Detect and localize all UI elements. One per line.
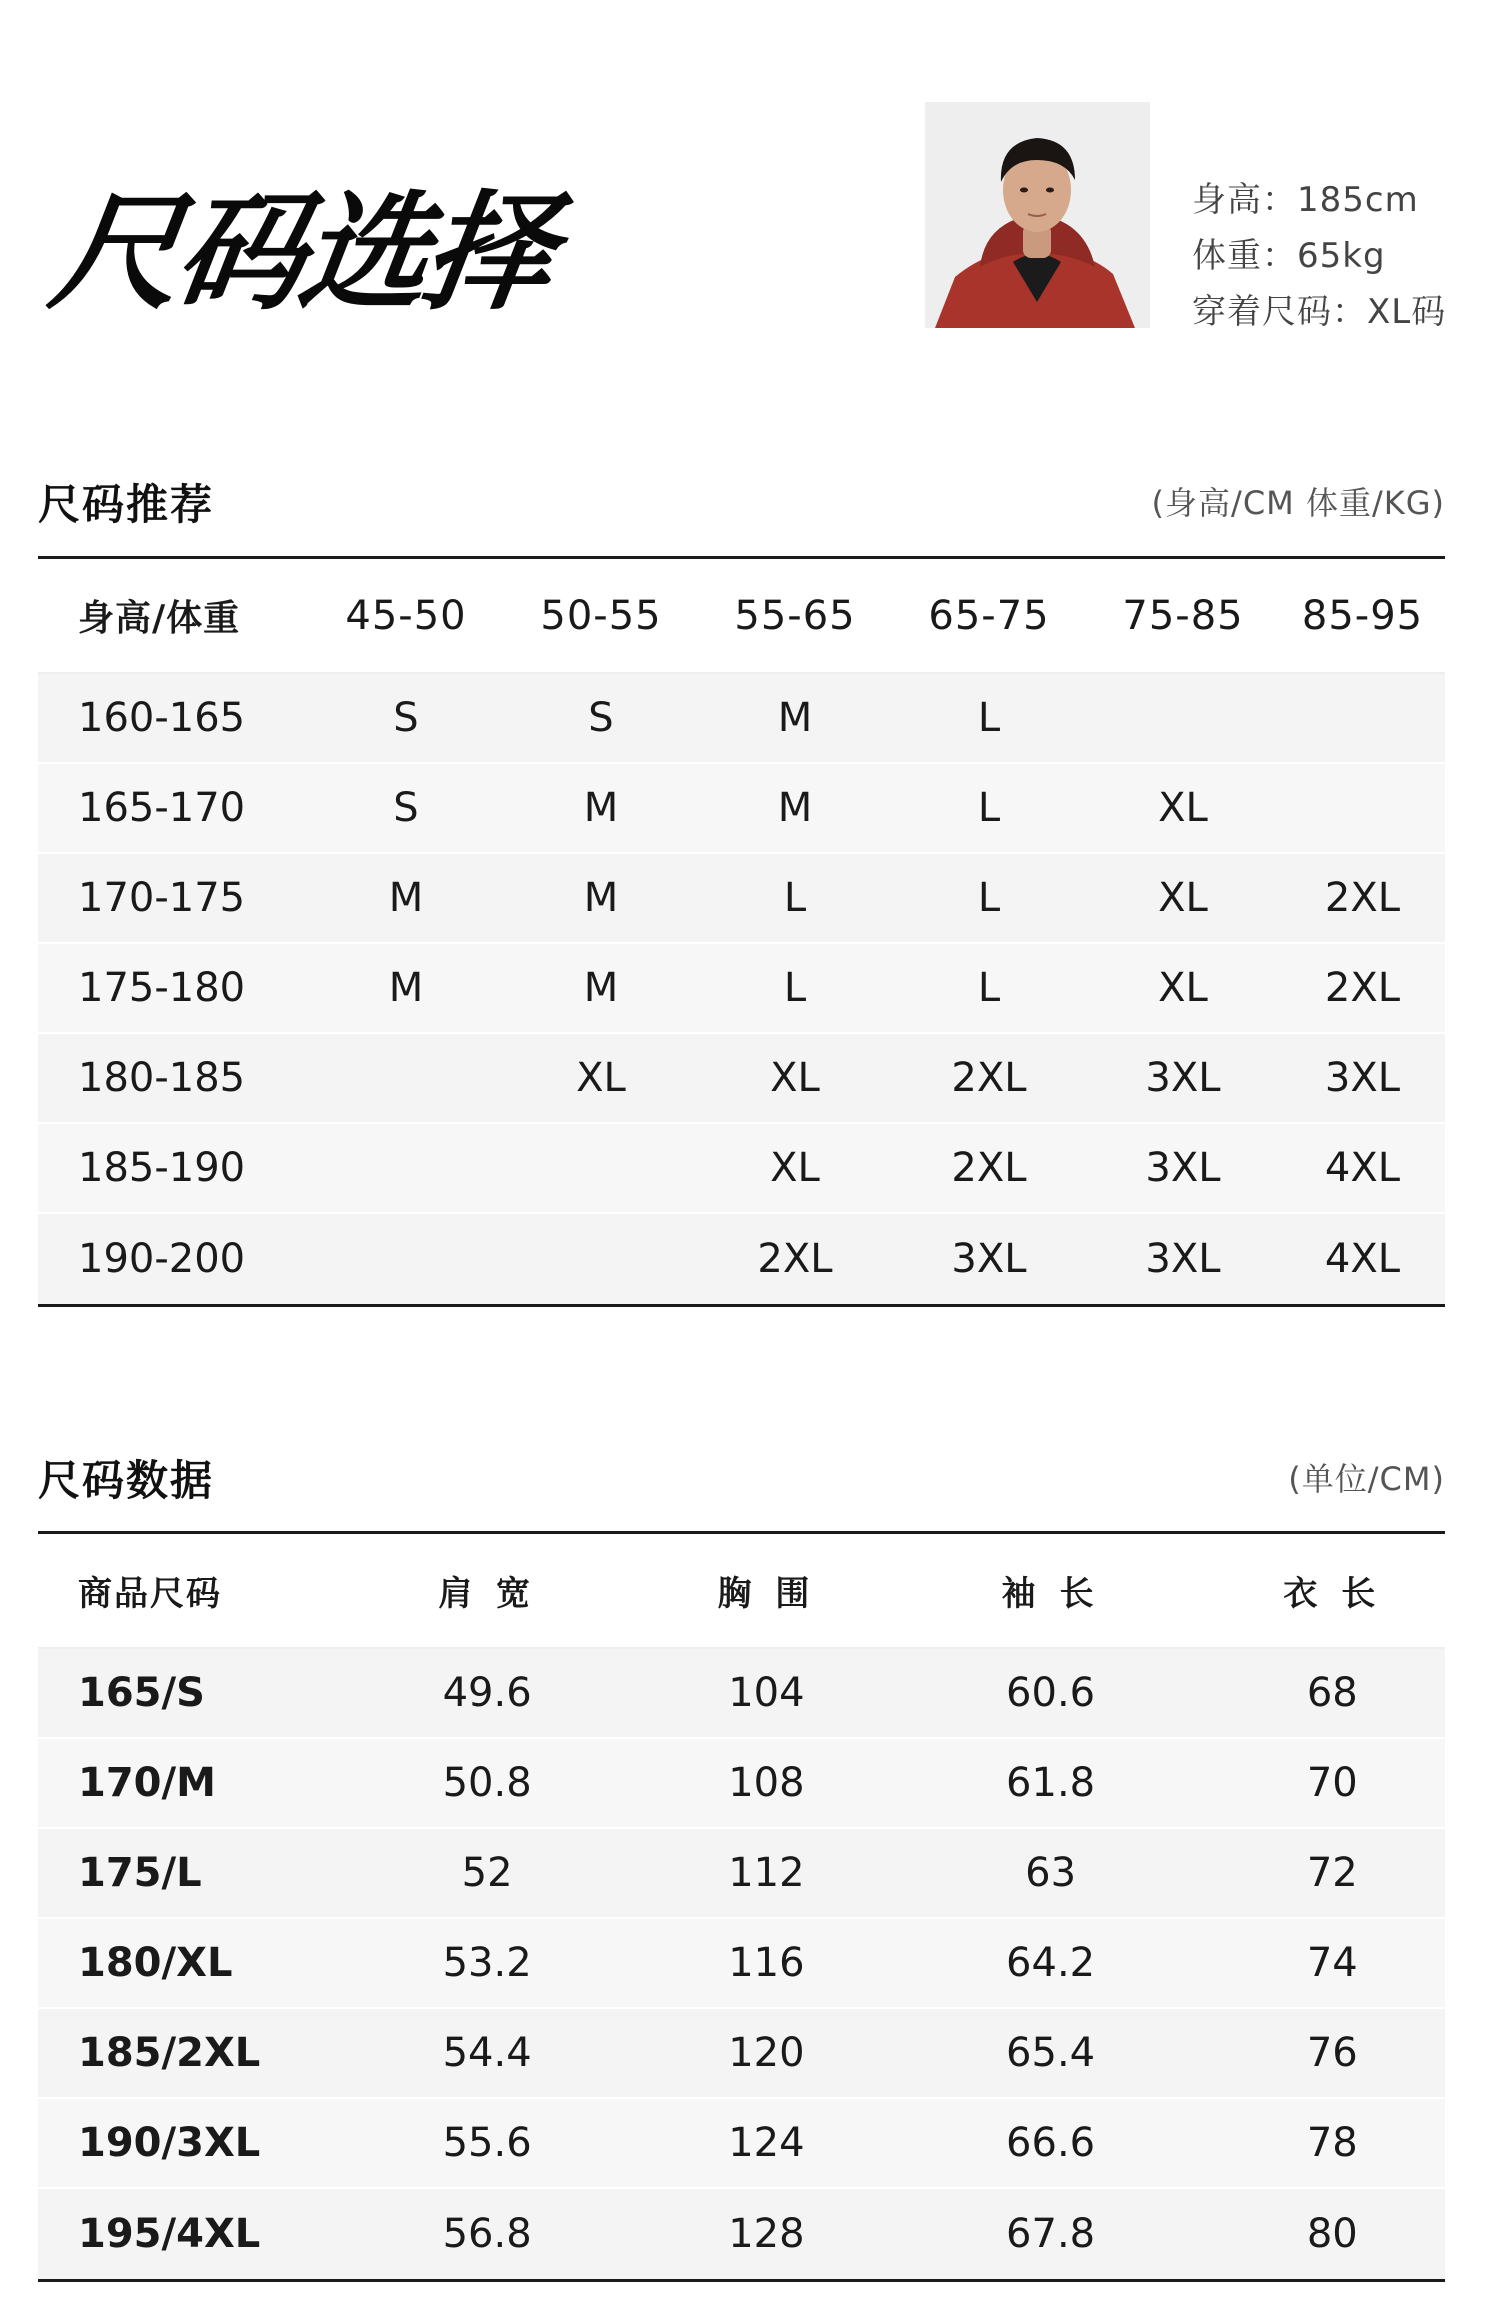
data-section-title: 尺码数据 — [38, 1456, 215, 1505]
table-row — [38, 674, 1445, 764]
table-cell: 3XL — [1145, 1236, 1221, 1282]
table-cell: 55.6 — [442, 2120, 532, 2166]
table-cell: S — [588, 695, 614, 741]
table-cell: 3XL — [1324, 1055, 1401, 1101]
table-row — [38, 1739, 1445, 1829]
table-cell: L — [977, 875, 1001, 921]
table-cell: 74 — [1306, 1940, 1358, 1986]
table-row — [38, 944, 1445, 1034]
table-row — [38, 2009, 1445, 2099]
model-weight — [1192, 228, 1446, 284]
table-cell: 3XL — [1145, 1055, 1221, 1101]
table-cell: XL — [1158, 785, 1208, 831]
column-header: 胸 围 — [717, 1574, 816, 1614]
table-cell: 3XL — [1145, 1145, 1221, 1191]
recommend-section-title: 尺码推荐 — [38, 480, 215, 529]
table-cell: 170/M — [78, 1760, 216, 1806]
table-cell: 49.6 — [442, 1670, 532, 1716]
table-row — [38, 2099, 1445, 2189]
column-header: 肩 宽 — [438, 1574, 537, 1614]
column-header: 50-55 — [540, 592, 662, 639]
table-header-row — [38, 1534, 1445, 1649]
table-cell: 54.4 — [442, 2030, 532, 2076]
table-cell: M — [777, 785, 813, 831]
table-cell: L — [783, 875, 807, 921]
model-size-value: XL码 — [1367, 292, 1447, 332]
table-cell: 190/3XL — [78, 2120, 261, 2166]
column-header: 身高/体重 — [78, 598, 241, 639]
table-cell: 4XL — [1324, 1236, 1401, 1282]
table-cell: 4XL — [1324, 1145, 1401, 1191]
table-cell: 185/2XL — [78, 2030, 261, 2076]
page-title: 尺码选择 — [42, 179, 560, 328]
model-weight-label: 体重： — [1192, 236, 1297, 276]
table-row — [38, 1829, 1445, 1919]
model-size — [1192, 284, 1446, 340]
table-cell: XL — [770, 1055, 820, 1101]
table-cell: 65.4 — [1006, 2030, 1096, 2076]
table-cell: L — [783, 965, 807, 1011]
table-cell: M — [583, 965, 619, 1011]
table-row — [38, 1124, 1445, 1214]
table-header-row — [38, 559, 1445, 674]
table-cell: 63 — [1025, 1850, 1077, 1896]
table-cell: 53.2 — [442, 1940, 532, 1986]
column-header: 75-85 — [1122, 592, 1244, 639]
table-cell: 165-170 — [78, 785, 246, 831]
table-cell: 185-190 — [78, 1145, 246, 1191]
table-cell: L — [977, 695, 1001, 741]
column-header: 45-50 — [345, 592, 467, 639]
column-header: 55-65 — [734, 592, 856, 639]
table-row — [38, 854, 1445, 944]
table-cell: 68 — [1306, 1670, 1358, 1716]
table-cell: 56.8 — [442, 2211, 532, 2257]
table-cell: M — [388, 965, 424, 1011]
model-stats — [1192, 172, 1446, 340]
model-height — [1192, 172, 1446, 228]
model-height-label: 身高： — [1192, 180, 1297, 220]
column-header: 85-95 — [1301, 592, 1424, 639]
table-cell: 180-185 — [78, 1055, 246, 1101]
table-cell: 180/XL — [78, 1940, 233, 1986]
table-cell: 70 — [1306, 1760, 1358, 1806]
table-cell: 190-200 — [78, 1236, 246, 1282]
table-cell: 116 — [728, 1940, 805, 1986]
table-cell: 2XL — [1324, 875, 1401, 921]
table-cell: 64.2 — [1006, 1940, 1096, 1986]
table-cell: 112 — [728, 1850, 805, 1896]
table-cell: M — [583, 785, 619, 831]
table-cell: 128 — [728, 2211, 805, 2257]
table-cell: 78 — [1306, 2120, 1358, 2166]
table-cell: 175/L — [78, 1850, 202, 1896]
table-cell: 120 — [728, 2030, 805, 2076]
table-cell: XL — [1158, 875, 1208, 921]
table-cell: XL — [1158, 965, 1208, 1011]
model-size-label: 穿着尺码： — [1192, 292, 1367, 332]
table-cell: 2XL — [757, 1236, 833, 1282]
table-cell: XL — [770, 1145, 820, 1191]
column-header: 商品尺码 — [78, 1574, 222, 1614]
table-cell: 52 — [461, 1850, 513, 1896]
table-cell: M — [583, 875, 619, 921]
model-height-value: 185cm — [1297, 180, 1419, 220]
table-cell: 124 — [728, 2120, 805, 2166]
table-cell: M — [388, 875, 424, 921]
table-cell: 60.6 — [1006, 1670, 1096, 1716]
model-weight-value: 65kg — [1297, 236, 1386, 276]
column-header: 袖 长 — [1001, 1574, 1100, 1614]
table-row — [38, 1214, 1445, 1304]
column-header: 65-75 — [928, 592, 1050, 639]
table-cell: 67.8 — [1006, 2211, 1096, 2257]
table-row — [38, 1034, 1445, 1124]
table-cell: 72 — [1306, 1850, 1358, 1896]
data-section-unit: (单位/CM) — [1288, 1460, 1445, 1498]
column-header: 衣 长 — [1283, 1574, 1382, 1614]
table-cell: XL — [576, 1055, 626, 1101]
model-photo-icon — [925, 102, 1150, 328]
size-data-table — [38, 1531, 1445, 2282]
table-cell: 175-180 — [78, 965, 246, 1011]
table-row — [38, 2189, 1445, 2279]
table-cell: 195/4XL — [78, 2211, 261, 2257]
size-recommend-table — [38, 556, 1445, 1307]
table-cell: 108 — [728, 1760, 805, 1806]
table-cell: S — [393, 785, 419, 831]
table-cell: 61.8 — [1006, 1760, 1096, 1806]
recommend-section-unit: (身高/CM 体重/KG) — [1151, 484, 1445, 522]
table-cell: L — [977, 785, 1001, 831]
table-row — [38, 1919, 1445, 2009]
table-cell: 76 — [1306, 2030, 1358, 2076]
table-cell: 160-165 — [78, 695, 246, 741]
table-cell: 3XL — [951, 1236, 1027, 1282]
table-row — [38, 764, 1445, 854]
table-cell: 50.8 — [442, 1760, 532, 1806]
table-row — [38, 1649, 1445, 1739]
table-cell: M — [777, 695, 813, 741]
table-cell: 80 — [1306, 2211, 1358, 2257]
table-cell: 104 — [728, 1670, 805, 1716]
table-cell: 165/S — [78, 1670, 205, 1716]
table-cell: S — [393, 695, 419, 741]
table-cell: L — [977, 965, 1001, 1011]
table-cell: 170-175 — [78, 875, 246, 921]
table-cell: 66.6 — [1006, 2120, 1096, 2166]
table-cell: 2XL — [951, 1145, 1027, 1191]
table-cell: 2XL — [951, 1055, 1027, 1101]
table-cell: 2XL — [1324, 965, 1401, 1011]
